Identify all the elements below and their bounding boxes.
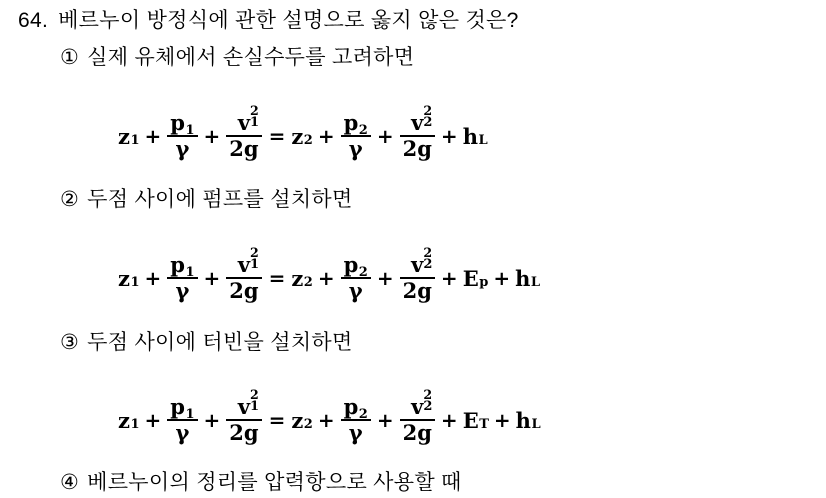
op-plus: + xyxy=(144,124,162,149)
var-z: z xyxy=(291,407,304,433)
frac-denominator: γ xyxy=(175,278,190,304)
var-h: h xyxy=(462,123,478,149)
frac-numerator xyxy=(235,103,260,135)
frac-p1-gamma xyxy=(167,396,197,444)
var-v-letter: v xyxy=(411,110,424,135)
var-z: z xyxy=(291,123,304,149)
frac-denominator: γ xyxy=(348,420,363,446)
op-equals: = xyxy=(268,266,286,291)
exp-2: 2 xyxy=(423,387,433,403)
exp-2: 2 xyxy=(250,387,259,403)
var-v-letter: v xyxy=(237,252,251,277)
choice-3-text: 두점 사이에 터빈을 설치하면 xyxy=(87,331,353,354)
var-v-letter: v xyxy=(237,394,251,419)
frac-p2-gamma xyxy=(341,254,371,302)
choice-1 xyxy=(60,45,414,70)
term-z2 xyxy=(291,266,313,291)
op-plus: + xyxy=(440,124,458,149)
exp-2: 2 xyxy=(250,245,259,261)
op-plus: + xyxy=(203,408,221,433)
var-E: E xyxy=(462,265,479,291)
sub-2: 2 xyxy=(303,274,313,290)
question-text: 베르누이 방정식에 관한 설명으로 옳지 않은 것은? xyxy=(58,9,519,32)
frac-numerator xyxy=(408,103,433,135)
sub-1: 1 xyxy=(250,398,260,414)
sub-2: 2 xyxy=(358,407,368,423)
op-plus: + xyxy=(376,266,394,291)
op-plus: + xyxy=(493,266,511,291)
var-p: p xyxy=(343,394,359,419)
choice-3 xyxy=(60,330,353,355)
frac-numerator xyxy=(167,252,197,281)
exp-2: 2 xyxy=(423,245,433,261)
sub-1: 1 xyxy=(250,256,260,272)
frac-v2sq-2g xyxy=(400,103,435,162)
frac-numerator xyxy=(341,394,371,423)
op-plus: + xyxy=(144,408,162,433)
sub-2: 2 xyxy=(423,114,433,130)
choice-1-marker: ① xyxy=(60,46,80,69)
sub-L: L xyxy=(531,416,541,432)
var-v xyxy=(237,245,260,277)
sub-1: 1 xyxy=(130,274,140,290)
frac-denominator: 2g xyxy=(402,278,432,304)
question-line xyxy=(18,8,519,33)
var-v xyxy=(237,103,260,135)
op-equals: = xyxy=(268,124,286,149)
op-plus: + xyxy=(440,408,458,433)
var-v-letter: v xyxy=(411,252,424,277)
var-v-letter: v xyxy=(411,394,424,419)
var-v xyxy=(237,387,260,419)
var-v xyxy=(411,387,433,419)
choice-4-marker: ④ xyxy=(60,471,80,494)
formula-2 xyxy=(118,245,541,304)
var-v xyxy=(411,103,433,135)
term-hl xyxy=(515,266,540,291)
var-h: h xyxy=(515,265,531,291)
op-plus: + xyxy=(376,408,394,433)
frac-p1-gamma xyxy=(167,254,197,302)
var-p: p xyxy=(170,252,185,277)
frac-p1-gamma xyxy=(167,112,197,160)
var-h: h xyxy=(515,407,531,433)
sub-p: p xyxy=(479,274,489,290)
var-p: p xyxy=(170,394,185,419)
var-v-letter: v xyxy=(237,110,251,135)
var-v xyxy=(411,245,433,277)
frac-numerator xyxy=(341,252,371,281)
op-plus: + xyxy=(203,266,221,291)
op-plus: + xyxy=(440,266,458,291)
frac-denominator: 2g xyxy=(402,420,432,446)
op-plus: + xyxy=(203,124,221,149)
sub-1: 1 xyxy=(130,416,140,432)
sub-1: 1 xyxy=(250,114,260,130)
sub-2: 2 xyxy=(358,123,368,139)
sub-2: 2 xyxy=(423,256,433,272)
question-number: 64. xyxy=(18,9,49,32)
op-plus: + xyxy=(317,124,335,149)
frac-numerator xyxy=(341,110,371,139)
sub-1: 1 xyxy=(185,407,195,423)
frac-p2-gamma xyxy=(341,396,371,444)
frac-numerator xyxy=(408,245,433,277)
term-z1 xyxy=(118,266,140,291)
formula-1 xyxy=(118,103,488,162)
var-p: p xyxy=(170,110,185,135)
sub-2: 2 xyxy=(303,416,313,432)
frac-denominator: γ xyxy=(348,136,363,162)
var-z: z xyxy=(118,407,130,433)
choice-1-text: 실제 유체에서 손실수두를 고려하면 xyxy=(87,46,415,69)
exp-2: 2 xyxy=(250,103,259,119)
op-plus: + xyxy=(376,124,394,149)
term-et xyxy=(463,408,489,433)
frac-v1sq-2g xyxy=(226,387,261,446)
choice-2-text: 두점 사이에 펌프를 설치하면 xyxy=(87,188,353,211)
frac-denominator: 2g xyxy=(229,278,259,304)
frac-numerator xyxy=(235,387,260,419)
sub-1: 1 xyxy=(185,265,195,281)
frac-p2-gamma xyxy=(341,112,371,160)
frac-denominator: 2g xyxy=(229,136,259,162)
frac-v1sq-2g xyxy=(226,103,261,162)
choice-3-marker: ③ xyxy=(60,331,80,354)
frac-denominator: γ xyxy=(348,278,363,304)
var-z: z xyxy=(118,265,130,291)
frac-denominator: γ xyxy=(175,136,190,162)
frac-numerator xyxy=(235,245,260,277)
term-z1 xyxy=(118,124,140,149)
frac-numerator xyxy=(408,387,433,419)
op-plus: + xyxy=(317,266,335,291)
var-z: z xyxy=(118,123,130,149)
frac-numerator xyxy=(167,110,197,139)
var-E: E xyxy=(462,407,479,433)
frac-numerator xyxy=(167,394,197,423)
choice-2-marker: ② xyxy=(60,188,80,211)
term-z2 xyxy=(291,124,313,149)
sub-L: L xyxy=(478,132,488,148)
sub-1: 1 xyxy=(185,123,195,139)
choice-2 xyxy=(60,187,353,212)
exp-2: 2 xyxy=(423,103,433,119)
frac-denominator: 2g xyxy=(229,420,259,446)
term-hl xyxy=(463,124,488,149)
var-z: z xyxy=(291,265,304,291)
term-z1 xyxy=(118,408,140,433)
sub-1: 1 xyxy=(130,132,140,148)
sub-T: T xyxy=(479,416,489,432)
frac-v2sq-2g xyxy=(400,387,435,446)
op-plus: + xyxy=(493,408,511,433)
term-hl xyxy=(516,408,541,433)
frac-denominator: 2g xyxy=(402,136,432,162)
op-plus: + xyxy=(144,266,162,291)
sub-2: 2 xyxy=(358,265,368,281)
sub-2: 2 xyxy=(303,132,313,148)
frac-denominator: γ xyxy=(175,420,190,446)
term-ep xyxy=(463,266,489,291)
formula-3 xyxy=(118,387,541,446)
frac-v1sq-2g xyxy=(226,245,261,304)
var-p: p xyxy=(343,252,359,277)
sub-L: L xyxy=(530,274,541,290)
choice-4-text: 베르누이의 정리를 압력항으로 사용할 때 xyxy=(87,471,462,494)
op-equals: = xyxy=(268,408,286,433)
frac-v2sq-2g xyxy=(400,245,435,304)
op-plus: + xyxy=(317,408,335,433)
sub-2: 2 xyxy=(423,398,433,414)
var-p: p xyxy=(343,110,359,135)
choice-4 xyxy=(60,470,462,495)
term-z2 xyxy=(291,408,313,433)
